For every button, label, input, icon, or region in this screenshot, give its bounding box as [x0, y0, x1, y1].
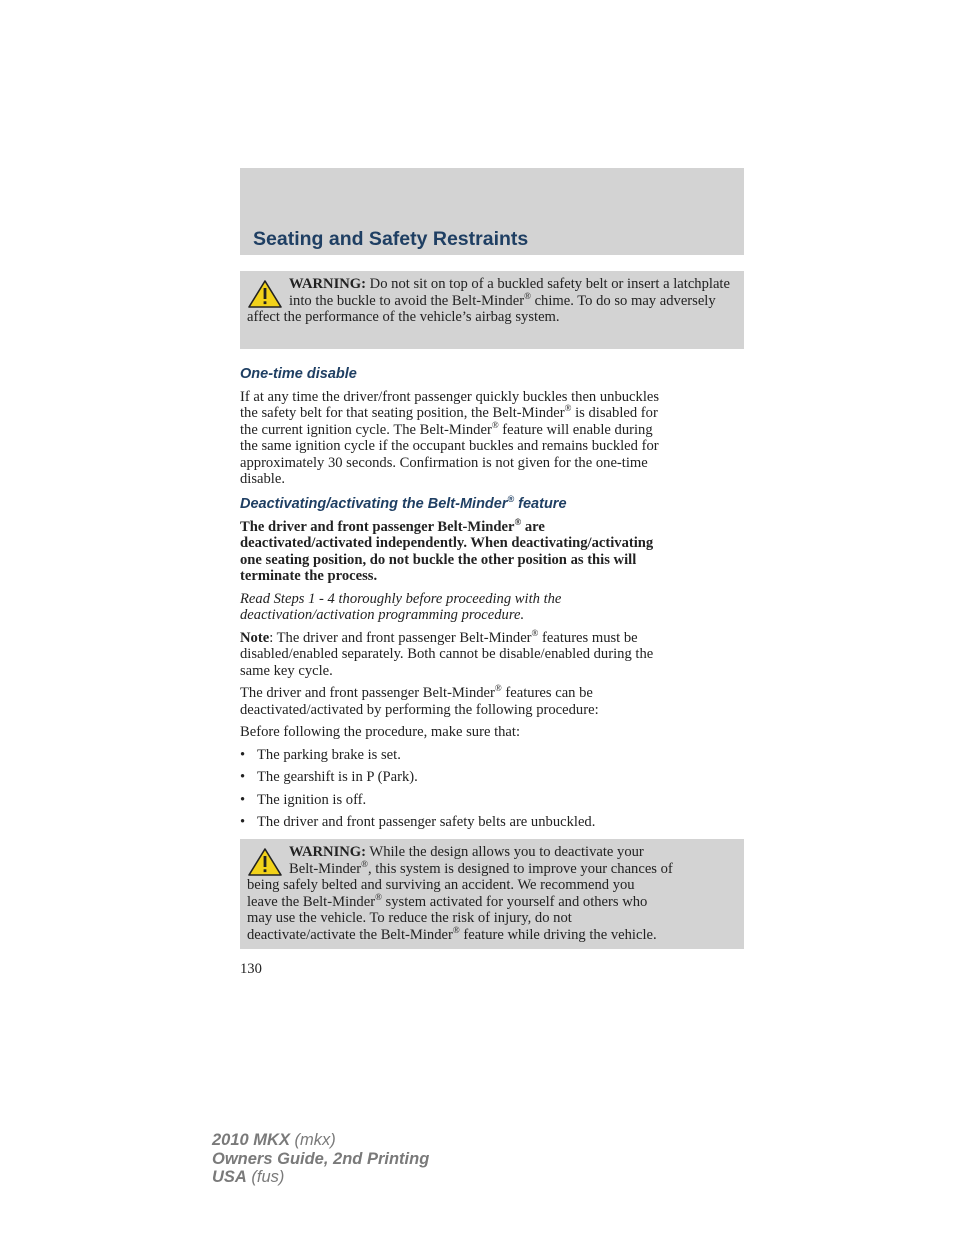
page-number: 130	[240, 961, 262, 977]
bullet-icon: •	[240, 769, 246, 785]
section-title: Seating and Safety Restraints	[253, 228, 529, 250]
warning-label: WARNING:	[289, 276, 367, 292]
before-paragraph: Before following the procedure, make sure that:	[240, 724, 521, 740]
list-item: • The gearshift is in P (Park).	[240, 769, 418, 785]
note-paragraph: Note: The driver and front passenger Belt-Minder® features must be disabled/enabled separately. Both cannot be disable/enabled during the same key cycle.	[240, 627, 654, 679]
one-time-paragraph: If at any time the driver/front passenger quickly buckles then unbuckles the safety belt for that seating position, the Belt-Minder® is disabled for the current ignition cycle. The Belt-Minder® feature will enable during the same ignition cycle if the occupant buckles and remains buckled for approximately 30 seconds. Confirmation is not given for the one-time disable.	[240, 388, 660, 487]
section-header-band	[240, 168, 744, 255]
warning-label: WARNING:	[289, 844, 367, 860]
italic-read-steps-paragraph: Read Steps 1 - 4 thoroughly before proceeding with the deactivation/activation programming procedure.	[240, 590, 562, 623]
features-paragraph: The driver and front passenger Belt-Minder® features can be deactivated/activated by performing the following procedure:	[240, 683, 599, 718]
bullet-icon: •	[240, 814, 246, 830]
subheading-one-time-disable: One-time disable	[240, 366, 357, 382]
warning-triangle-icon	[247, 847, 283, 877]
list-item: • The ignition is off.	[240, 791, 367, 808]
checklist	[240, 747, 744, 837]
warning-text: Do not sit on top of a buckled safety belt or insert a latchplate into the buckle to avoid the Belt-Minder	[289, 276, 730, 309]
one-time-disable-section	[240, 366, 744, 488]
warning-triangle-icon	[247, 279, 283, 309]
list-item: • The driver and front passenger safety belts are unbuckled.	[240, 814, 596, 830]
note-label: Note	[240, 629, 270, 646]
footer-edition-info: 2010 MKX (mkx) Owners Guide, 2nd Printing USA (fus)	[212, 1131, 430, 1186]
subheading-deactivating: Deactivating/activating the Belt-Minder® feature	[240, 494, 567, 512]
bold-instruction-paragraph: The driver and front passenger Belt-Minder® are deactivated/activated independently. When deactivating/activating one seating position, do not buckle the other position as this will terminate the process.	[240, 516, 654, 584]
bullet-icon: •	[240, 746, 246, 763]
warning-box-1: WARNING: Do not sit on top of a buckled safety belt or insert a latchplate into the buckle to avoid the Belt-Minder® chime. To do so may adversely affect the performance of the vehicle’s airbag system.	[240, 271, 744, 349]
warning-box-2: WARNING: While the design allows you to deactivate your Belt-Minder®, this system is designed to improve your chances of being safely belted and surviving an accident. We recommend you leave the Belt-Minder® system activated for yourself and others who may use the vehicle. To reduce the risk of injury, do not deactivate/activate the Belt-Minder® feature while driving the vehicle.	[240, 839, 744, 949]
warning-text-cont: chime. To do so may adversely affect the performance of the vehicle’s airbag system.	[247, 292, 716, 325]
bullet-icon: •	[240, 791, 246, 808]
list-item: • The parking brake is set.	[240, 746, 401, 763]
deactivating-section	[240, 496, 744, 837]
